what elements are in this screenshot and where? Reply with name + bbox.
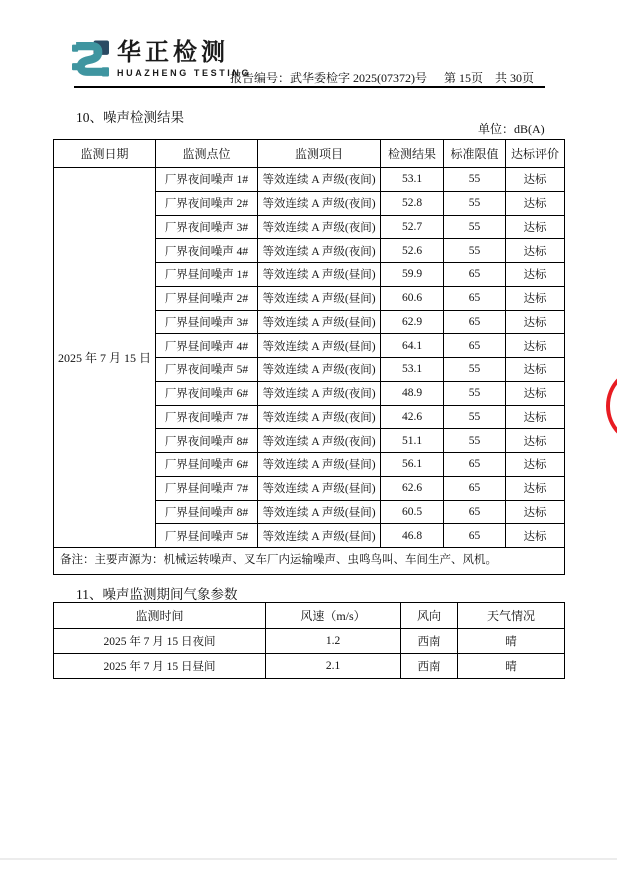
weather-params-table [53, 602, 565, 679]
result-cell: 48.9 [381, 381, 444, 405]
item-cell: 等效连续 A 声级(昼间) [258, 334, 381, 358]
wind-direction-cell: 西南 [401, 629, 458, 654]
evaluation-cell: 达标 [506, 286, 565, 310]
point-cell: 厂界昼间噪声 8# [156, 500, 258, 524]
item-cell: 等效连续 A 声级(昼间) [258, 310, 381, 334]
table-row [54, 654, 565, 679]
point-cell: 厂界昼间噪声 5# [156, 524, 258, 548]
item-cell: 等效连续 A 声级(昼间) [258, 453, 381, 477]
note-row [54, 548, 565, 575]
evaluation-cell: 达标 [506, 524, 565, 548]
company-name-en: HUAZHENG TESTING [117, 68, 252, 78]
page-number: 第 15页 共 30页 [444, 71, 535, 85]
col-header-item: 监测项目 [258, 140, 381, 168]
item-cell: 等效连续 A 声级(昼间) [258, 286, 381, 310]
weather-cell: 晴 [458, 629, 565, 654]
unit-label: 单位：dB(A) [478, 122, 545, 136]
point-cell: 厂界夜间噪声 7# [156, 405, 258, 429]
table-row [54, 629, 565, 654]
col-header-time: 监测时间 [54, 603, 266, 629]
section-11-title: 11、噪声监测期间气象参数 [76, 587, 238, 602]
limit-cell: 65 [444, 334, 506, 358]
result-cell: 62.9 [381, 310, 444, 334]
wind-speed-cell: 2.1 [266, 654, 401, 679]
point-cell: 厂界夜间噪声 1# [156, 168, 258, 192]
evaluation-cell: 达标 [506, 476, 565, 500]
note-text: 备注：主要声源为：机械运转噪声、叉车厂内运输噪声、虫鸣鸟叫、车间生产、风机。 [54, 548, 565, 575]
evaluation-cell: 达标 [506, 263, 565, 287]
point-cell: 厂界夜间噪声 2# [156, 191, 258, 215]
evaluation-cell: 达标 [506, 310, 565, 334]
wind-speed-cell: 1.2 [266, 629, 401, 654]
evaluation-cell: 达标 [506, 381, 565, 405]
result-cell: 64.1 [381, 334, 444, 358]
limit-cell: 65 [444, 524, 506, 548]
item-cell: 等效连续 A 声级(昼间) [258, 263, 381, 287]
result-cell: 53.1 [381, 168, 444, 192]
limit-cell: 55 [444, 429, 506, 453]
result-cell: 60.6 [381, 286, 444, 310]
limit-cell: 55 [444, 191, 506, 215]
point-cell: 厂界夜间噪声 3# [156, 215, 258, 239]
col-header-limit: 标准限值 [444, 140, 506, 168]
col-header-date: 监测日期 [54, 140, 156, 168]
point-cell: 厂界昼间噪声 4# [156, 334, 258, 358]
result-cell: 52.7 [381, 215, 444, 239]
limit-cell: 65 [444, 500, 506, 524]
col-header-wind-speed: 风速（m/s） [266, 603, 401, 629]
wind-direction-cell: 西南 [401, 654, 458, 679]
report-number: 报告编号：武华委检字 2025(07372)号 [230, 71, 427, 85]
monitor-date-cell: 2025 年 7 月 15 日 [54, 168, 156, 548]
point-cell: 厂界夜间噪声 4# [156, 239, 258, 263]
col-header-wind-direction: 风向 [401, 603, 458, 629]
result-cell: 52.6 [381, 239, 444, 263]
limit-cell: 55 [444, 381, 506, 405]
limit-cell: 65 [444, 286, 506, 310]
item-cell: 等效连续 A 声级(夜间) [258, 358, 381, 382]
item-cell: 等效连续 A 声级(夜间) [258, 191, 381, 215]
limit-cell: 65 [444, 310, 506, 334]
item-cell: 等效连续 A 声级(夜间) [258, 239, 381, 263]
limit-cell: 65 [444, 263, 506, 287]
page-bottom-edge [0, 858, 617, 860]
limit-cell: 55 [444, 168, 506, 192]
point-cell: 厂界夜间噪声 6# [156, 381, 258, 405]
evaluation-cell: 达标 [506, 405, 565, 429]
point-cell: 厂界夜间噪声 8# [156, 429, 258, 453]
item-cell: 等效连续 A 声级(夜间) [258, 168, 381, 192]
time-cell: 2025 年 7 月 15 日夜间 [54, 629, 266, 654]
item-cell: 等效连续 A 声级(昼间) [258, 524, 381, 548]
evaluation-cell: 达标 [506, 215, 565, 239]
item-cell: 等效连续 A 声级(夜间) [258, 215, 381, 239]
limit-cell: 55 [444, 239, 506, 263]
section-10-title: 10、噪声检测结果 [76, 110, 184, 125]
col-header-point: 监测点位 [156, 140, 258, 168]
limit-cell: 55 [444, 405, 506, 429]
table-header-row [54, 140, 565, 168]
point-cell: 厂界昼间噪声 1# [156, 263, 258, 287]
col-header-evaluation: 达标评价 [506, 140, 565, 168]
company-logo [72, 40, 251, 80]
weather-cell: 晴 [458, 654, 565, 679]
limit-cell: 55 [444, 358, 506, 382]
item-cell: 等效连续 A 声级(昼间) [258, 476, 381, 500]
evaluation-cell: 达标 [506, 429, 565, 453]
result-cell: 60.5 [381, 500, 444, 524]
evaluation-cell: 达标 [506, 191, 565, 215]
red-seal-arc [606, 366, 617, 446]
evaluation-cell: 达标 [506, 358, 565, 382]
item-cell: 等效连续 A 声级(夜间) [258, 381, 381, 405]
table-row [54, 168, 565, 192]
limit-cell: 55 [444, 215, 506, 239]
point-cell: 厂界昼间噪声 2# [156, 286, 258, 310]
result-cell: 51.1 [381, 429, 444, 453]
evaluation-cell: 达标 [506, 239, 565, 263]
result-cell: 52.8 [381, 191, 444, 215]
result-cell: 62.6 [381, 476, 444, 500]
table-header-row [54, 603, 565, 629]
header-divider [74, 86, 545, 88]
huazheng-logo-icon [72, 40, 109, 80]
evaluation-cell: 达标 [506, 168, 565, 192]
result-cell: 56.1 [381, 453, 444, 477]
item-cell: 等效连续 A 声级(昼间) [258, 500, 381, 524]
limit-cell: 65 [444, 476, 506, 500]
point-cell: 厂界昼间噪声 3# [156, 310, 258, 334]
point-cell: 厂界昼间噪声 7# [156, 476, 258, 500]
limit-cell: 65 [444, 453, 506, 477]
company-name: 华正检测 [117, 39, 229, 66]
item-cell: 等效连续 A 声级(夜间) [258, 429, 381, 453]
result-cell: 53.1 [381, 358, 444, 382]
result-cell: 46.8 [381, 524, 444, 548]
time-cell: 2025 年 7 月 15 日昼间 [54, 654, 266, 679]
point-cell: 厂界夜间噪声 5# [156, 358, 258, 382]
point-cell: 厂界昼间噪声 6# [156, 453, 258, 477]
evaluation-cell: 达标 [506, 500, 565, 524]
result-cell: 42.6 [381, 405, 444, 429]
col-header-weather: 天气情况 [458, 603, 565, 629]
evaluation-cell: 达标 [506, 334, 565, 358]
item-cell: 等效连续 A 声级(夜间) [258, 405, 381, 429]
result-cell: 59.9 [381, 263, 444, 287]
evaluation-cell: 达标 [506, 453, 565, 477]
col-header-result: 检测结果 [381, 140, 444, 168]
noise-results-table [53, 139, 565, 575]
